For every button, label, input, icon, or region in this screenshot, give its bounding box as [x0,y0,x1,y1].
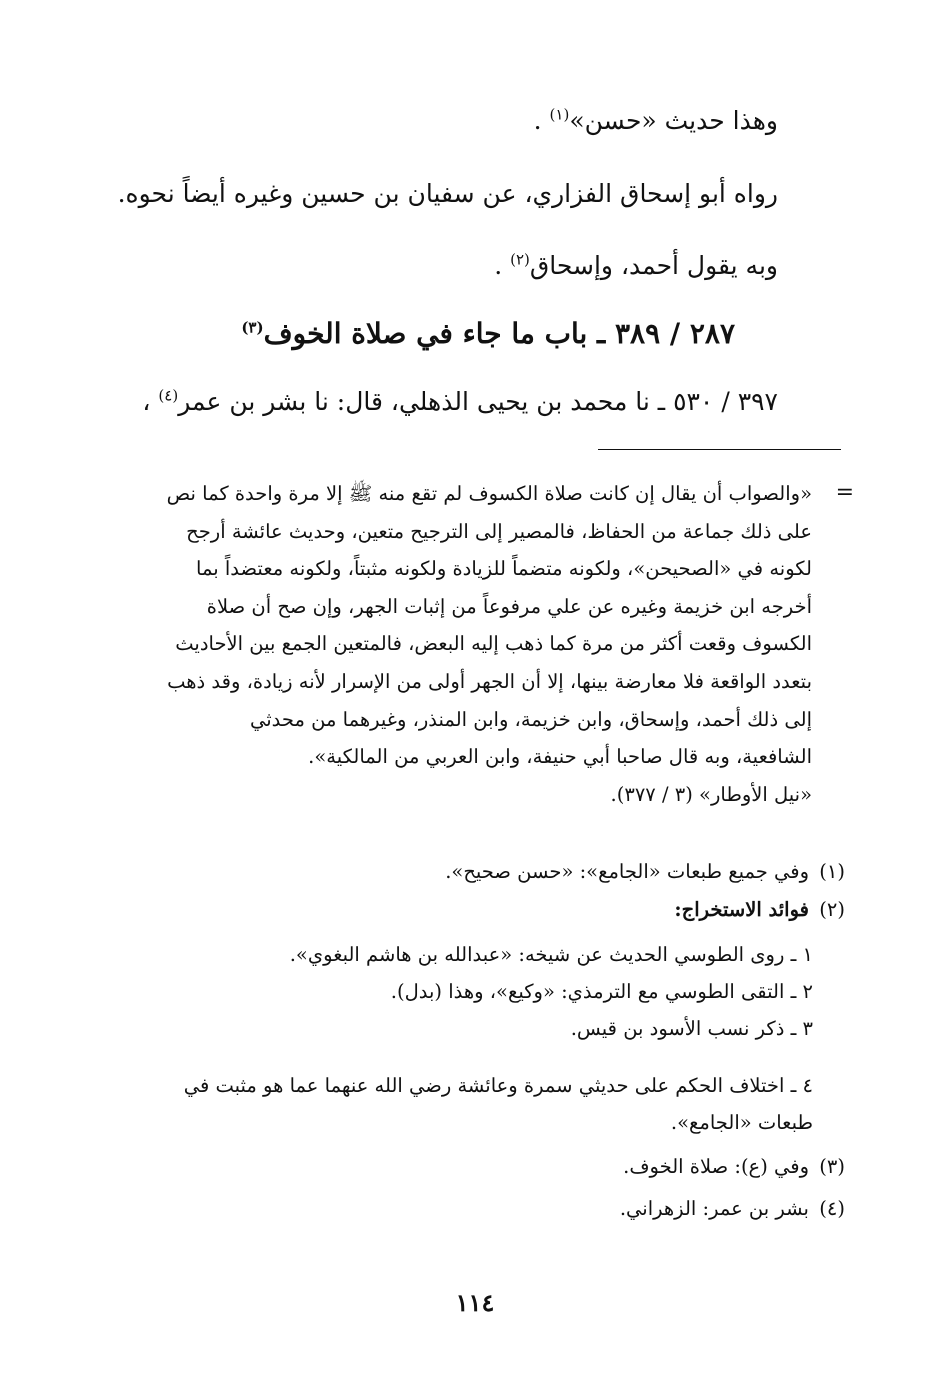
footnote-ref-1[interactable]: (١) [549,105,570,124]
text-line-2: رواه أبو إسحاق الفزاري، عن سفيان بن حسين وغيره أيضاً نحوه. [117,179,778,208]
continuation-line: أخرجه ابن خزيمة وغيره عن علي مرفوعاً من إثبات الجهر، وإن صح أن صلاة [206,594,812,618]
text-line-3 [494,249,778,283]
footnote-2-item-4 [123,1067,813,1141]
page-number: ١١٤ [455,1288,495,1317]
text: وهذا حديث «حسن» [569,106,778,135]
footnote-ref-3[interactable]: (٣) [241,318,264,337]
footnote-text: فوائد الاستخراج: [674,898,809,921]
list-item-line: ٤ ـ اختلاف الحكم على حديثي سمرة وعائشة رضي الله عنهما عما هو مثبت في [183,1074,813,1097]
footnote-3 [115,1148,845,1185]
footnote-continuation [118,475,812,813]
continuation-line: الكسوف وقعت أكثر من مرة كما ذهب إليه البعض، فالمتعين الجمع بين الأحاديث [175,632,812,656]
continuation-line: الشافعية، وبه قال صاحبا أبي حنيفة، وابن العربي من المالكية». [308,745,812,769]
text-end: . [533,106,550,135]
footnote-2-items [113,936,813,1047]
footnote-text: بشر بن عمر: الزهراني. [619,1197,809,1220]
text-end: . [494,251,511,280]
footnote-4 [115,1190,845,1227]
continuation-line: على ذلك جماعة من الحفاظ، فالمصير إلى الترجيح متعين، وحديث عائشة أرجح [186,519,812,543]
list-item: ٣ ـ ذكر نسب الأسود بن قيس. [570,1017,813,1040]
footnote-ref-4[interactable]: (٤) [158,386,179,405]
text: ٣٩٧ / ٥٣٠ ـ نا محمد بن يحيى الذهلي، قال: نا بشر بن عمر [178,387,778,416]
continuation-line: إلى ذلك أحمد، وإسحاق، وابن خزيمة، وابن المنذر، وغيرهما من محدثي [250,707,812,731]
continuation-line: لكونه في «الصحيحن»، ولكونه متضماً للزيادة ولكونه مثبتاً، ولكونه معتضداً بما [196,557,812,581]
footnote-text: وفي جميع طبعات «الجامع»: «حسن صحيح». [445,860,809,883]
list-item: ١ ـ روى الطوسي الحديث عن شيخه: «عبدالله بن هاشم البغوي». [289,943,813,966]
text-end: ، [142,387,159,416]
chapter-heading [241,314,735,354]
continuation-line: «والصواب أن يقال إن كانت صلاة الكسوف لم تقع منه ﷺ إلا مرة واحدة كما نص [166,482,812,505]
list-item: ٢ ـ التقى الطوسي مع الترمذي: «وكيع»، وهذا (بدل). [390,980,813,1003]
continuation-mark: = [835,480,854,505]
text-line-4 [142,385,778,419]
list-item-line: طبعات «الجامع». [670,1111,813,1134]
footnote-number: (٣) [819,1155,845,1178]
footnote-text: وفي (ع): صلاة الخوف. [623,1155,809,1178]
text: وبه يقول أحمد، وإسحاق [529,251,778,280]
heading-text: ٢٨٧ / ٣٨٩ ـ باب ما جاء في صلاة الخوف [263,317,735,350]
continuation-line: بتعدد الواقعة فلا معارضة بينها، إلا أن الجهر أولى من الإسرار لأنه زيادة، وقد ذهب [167,669,812,693]
footnote-number: (٤) [819,1197,845,1220]
footnote-1 [115,853,845,890]
footnote-separator [598,449,841,450]
text-line-1 [534,104,778,138]
footnote-2 [115,891,845,928]
footnote-ref-2[interactable]: (٢) [510,250,530,269]
footnote-number: (٢) [819,898,845,921]
continuation-line: «نيل الأوطار» (٣ / ٣٧٧). [610,782,812,806]
footnote-number: (١) [819,860,845,883]
